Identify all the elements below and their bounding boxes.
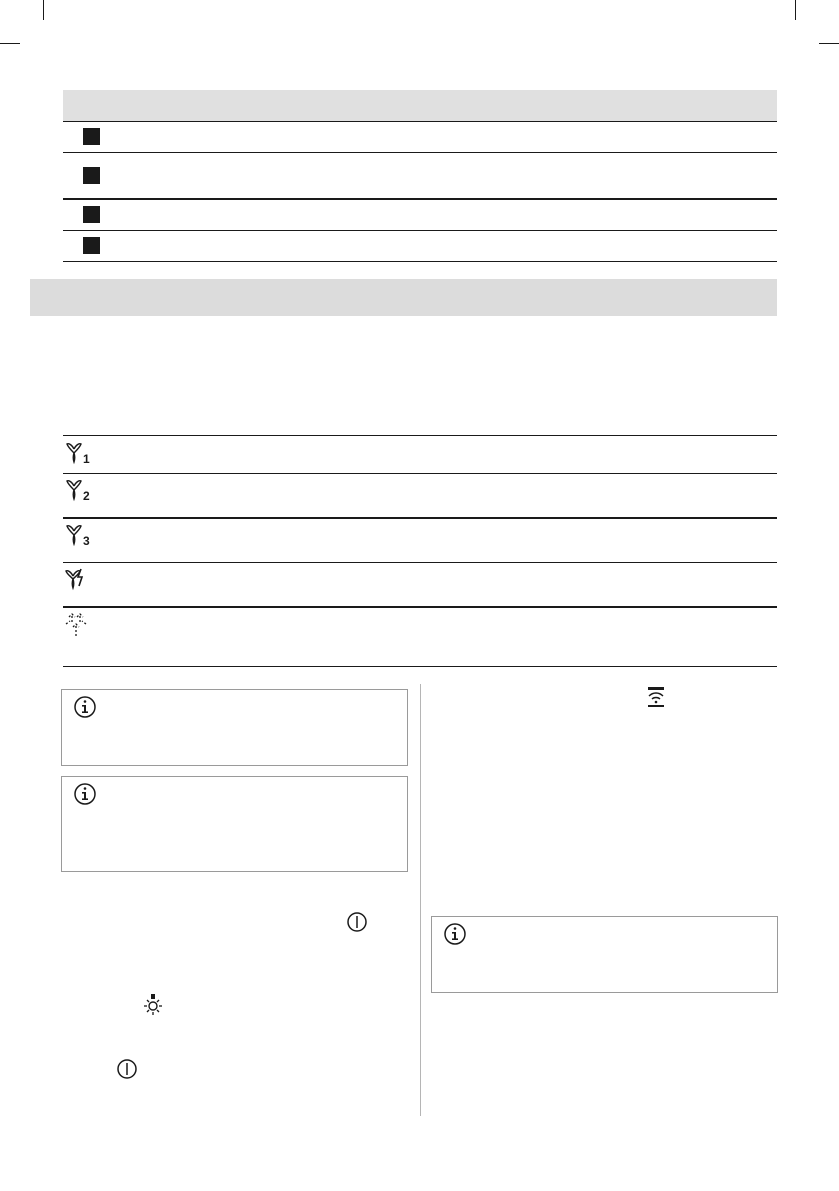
- fan-speed-3-icon: [64, 523, 94, 547]
- row-rule-1: [63, 152, 777, 153]
- row-rule-4: [63, 261, 777, 262]
- fan-speed-3-level: 3: [83, 534, 90, 547]
- info-note-1: [61, 689, 408, 766]
- info-icon: [73, 782, 97, 806]
- crop-mark-top-left: [0, 43, 20, 44]
- crop-mark-top-left-vertical: [43, 0, 44, 20]
- light-icon: [142, 993, 164, 1017]
- row-rule-2: [63, 198, 777, 200]
- fan-speed-2-icon: [64, 478, 94, 502]
- square-marker-1: [83, 128, 100, 145]
- square-marker-4: [83, 237, 100, 254]
- wifi-icon: [645, 686, 667, 708]
- info-note-3: [431, 916, 778, 993]
- power-icon: [346, 911, 368, 933]
- info-icon: [443, 922, 467, 946]
- fan-row-rule-2: [63, 517, 777, 519]
- fan-row-rule-4: [63, 606, 777, 608]
- section-heading-bar: [30, 279, 777, 316]
- square-marker-3: [83, 206, 100, 223]
- row-rule-3: [63, 230, 777, 231]
- crop-mark-top-right-vertical: [795, 0, 796, 20]
- fan-row-rule-1: [63, 473, 777, 474]
- fan-row-rule-3: [63, 562, 777, 563]
- fan-speed-2-level: 2: [83, 489, 90, 502]
- automatic-mode-icon: [64, 612, 94, 638]
- fan-table-top-rule: [63, 435, 777, 436]
- table-header-rule: [63, 121, 777, 122]
- fan-table-bottom-rule: [63, 666, 777, 667]
- fan-boost-icon: [64, 567, 94, 591]
- info-icon: [73, 695, 97, 719]
- info-note-2: [61, 776, 408, 872]
- column-divider: [420, 684, 421, 1116]
- square-marker-2: [83, 167, 100, 184]
- crop-mark-top-right: [819, 43, 839, 44]
- power-icon: [116, 1058, 138, 1080]
- fan-speed-1-level: 1: [83, 452, 90, 465]
- fan-speed-1-icon: [64, 441, 94, 465]
- table-header-row: [63, 90, 777, 121]
